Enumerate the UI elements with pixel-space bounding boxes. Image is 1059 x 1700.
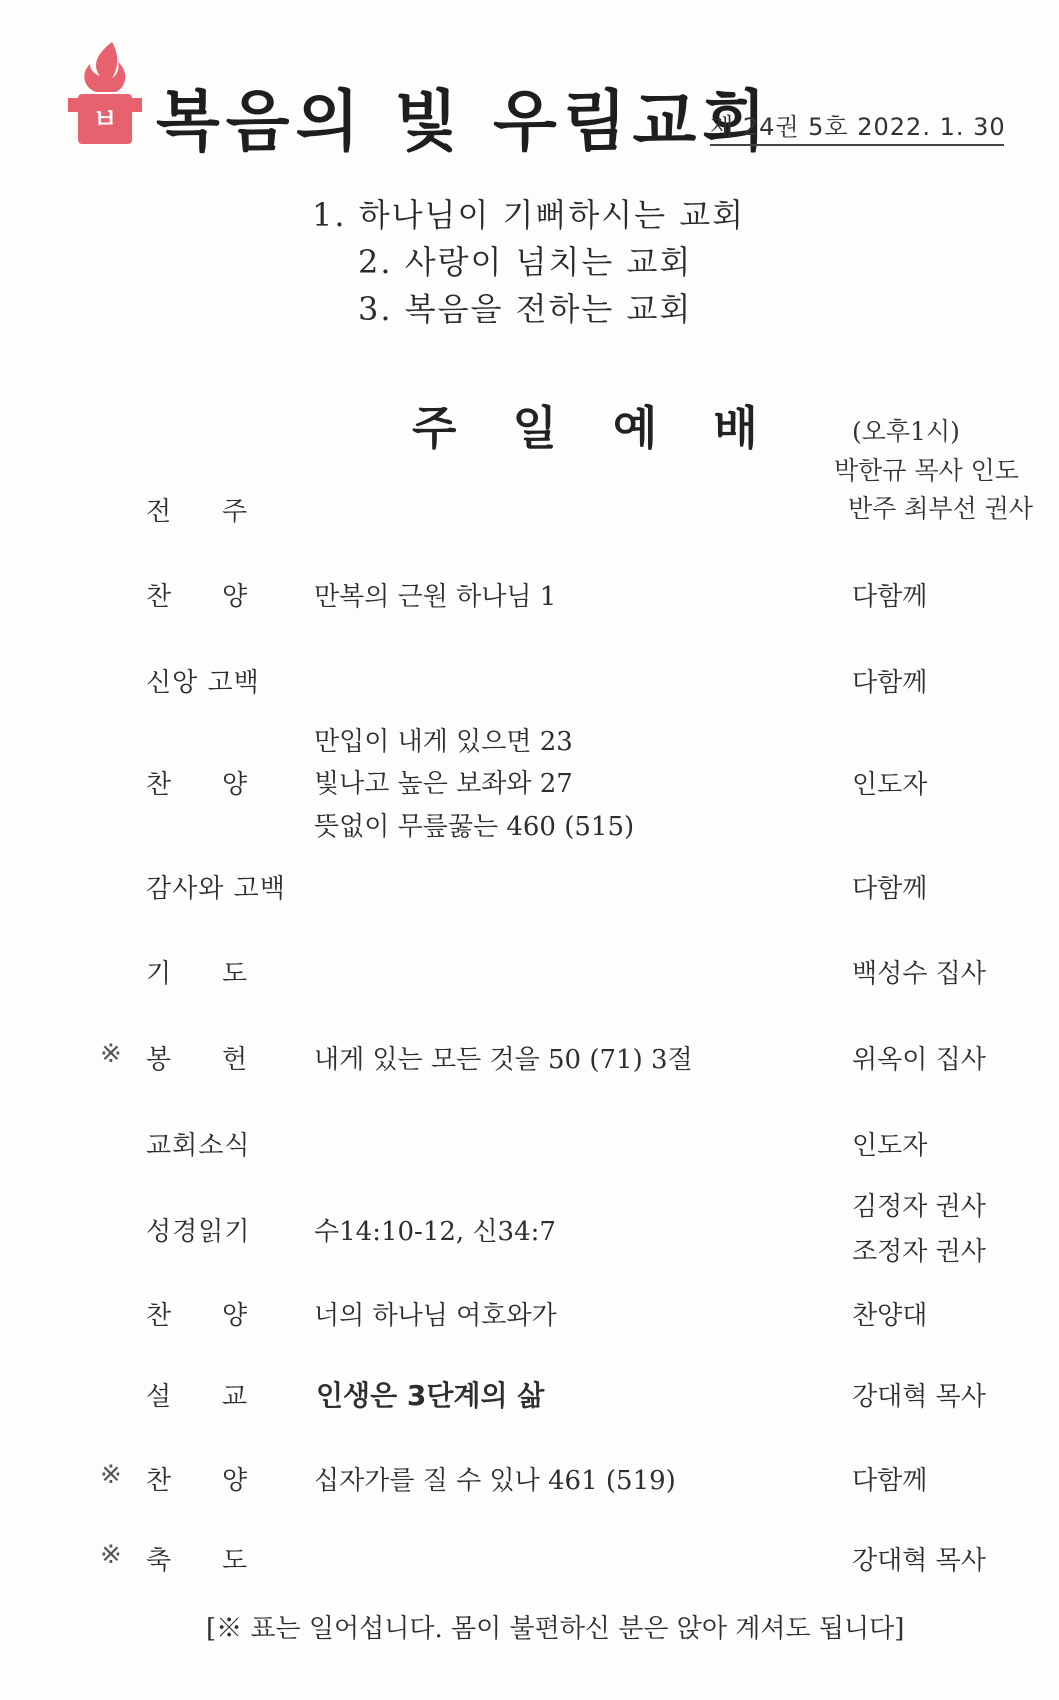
church-logo [66, 40, 144, 145]
order-label: 신앙 고백 [146, 668, 260, 698]
service-accompanist: 반주 최부선 권사 [848, 494, 1033, 523]
order-leader: 강대혁 목사 [852, 1382, 986, 1412]
order-label-b: 도 [222, 959, 249, 989]
motto-2: 2. 사랑이 넘치는 교회 [358, 243, 693, 281]
standing-note: [※ 표는 일어섭니다. 몸이 불편하신 분은 앉아 계셔도 됩니다] [206, 1614, 905, 1644]
order-leader: 찬양대 [852, 1301, 928, 1331]
service-time: (오후1시) [852, 417, 960, 446]
service-pastor: 박한규 목사 인도 [834, 456, 1019, 485]
svg-text:ㅂ: ㅂ [92, 105, 118, 135]
order-label-b: 교 [222, 1382, 249, 1412]
church-name: 복음의 빛 우림교회 [156, 83, 773, 160]
issue-info: 제 24권 5호 2022. 1. 30 [710, 107, 1004, 146]
order-leader: 다함께 [852, 1466, 928, 1496]
order-label-b: 양 [222, 770, 249, 800]
order-content: 수14:10-12, 신34:7 [314, 1217, 556, 1247]
order-label: 감사와 고백 [146, 874, 286, 904]
order-content: 내게 있는 모든 것을 50 (71) 3절 [314, 1045, 693, 1075]
sermon-title: 인생은 3단계의 삶 [316, 1379, 545, 1412]
order-label-a: 설 [146, 1382, 173, 1412]
motto-3: 3. 복음을 전하는 교회 [358, 290, 693, 328]
order-label-a: 전 [146, 497, 173, 527]
order-content: 만입이 내게 있으면 23 [314, 727, 573, 757]
order-leader: 백성수 집사 [852, 959, 986, 989]
order-label-a: 찬 [146, 770, 173, 800]
order-label-a: 찬 [146, 1466, 173, 1496]
order-leader: 김정자 권사 [852, 1192, 986, 1222]
order-label-a: 기 [146, 959, 173, 989]
order-leader: 다함께 [852, 668, 928, 698]
order-label-b: 양 [222, 582, 249, 612]
order-content: 뜻없이 무릎꿇는 460 (515) [314, 812, 635, 842]
order-leader: 인도자 [852, 1131, 928, 1161]
order-label-b: 양 [222, 1466, 249, 1496]
order-label-b: 주 [222, 497, 249, 527]
order-label-b: 양 [222, 1301, 249, 1331]
order-leader: 조정자 권사 [852, 1237, 986, 1267]
standing-mark: ※ [100, 1540, 122, 1570]
order-label-a: 찬 [146, 1301, 173, 1331]
order-leader: 인도자 [852, 770, 928, 800]
order-leader: 다함께 [852, 582, 928, 612]
standing-mark: ※ [100, 1039, 122, 1069]
order-label-a: 봉 [146, 1045, 173, 1075]
order-label-b: 도 [222, 1546, 249, 1576]
standing-mark: ※ [100, 1460, 122, 1490]
order-content: 너의 하나님 여호와가 [314, 1301, 557, 1331]
order-leader: 위옥이 집사 [852, 1045, 986, 1075]
order-label: 교회소식 [146, 1131, 251, 1161]
service-title: 주 일 예 배 [412, 401, 778, 455]
order-content: 빛나고 높은 보좌와 27 [314, 769, 573, 799]
motto-1: 1. 하나님이 기뻐하시는 교회 [312, 196, 746, 234]
order-label-b: 헌 [222, 1045, 249, 1075]
order-content: 십자가를 질 수 있나 461 (519) [314, 1466, 676, 1496]
order-label-a: 찬 [146, 582, 173, 612]
order-leader: 다함께 [852, 874, 928, 904]
order-leader: 강대혁 목사 [852, 1546, 986, 1576]
order-label-a: 축 [146, 1546, 173, 1576]
order-label: 성경읽기 [146, 1217, 251, 1247]
order-content: 만복의 근원 하나님 1 [314, 582, 557, 612]
